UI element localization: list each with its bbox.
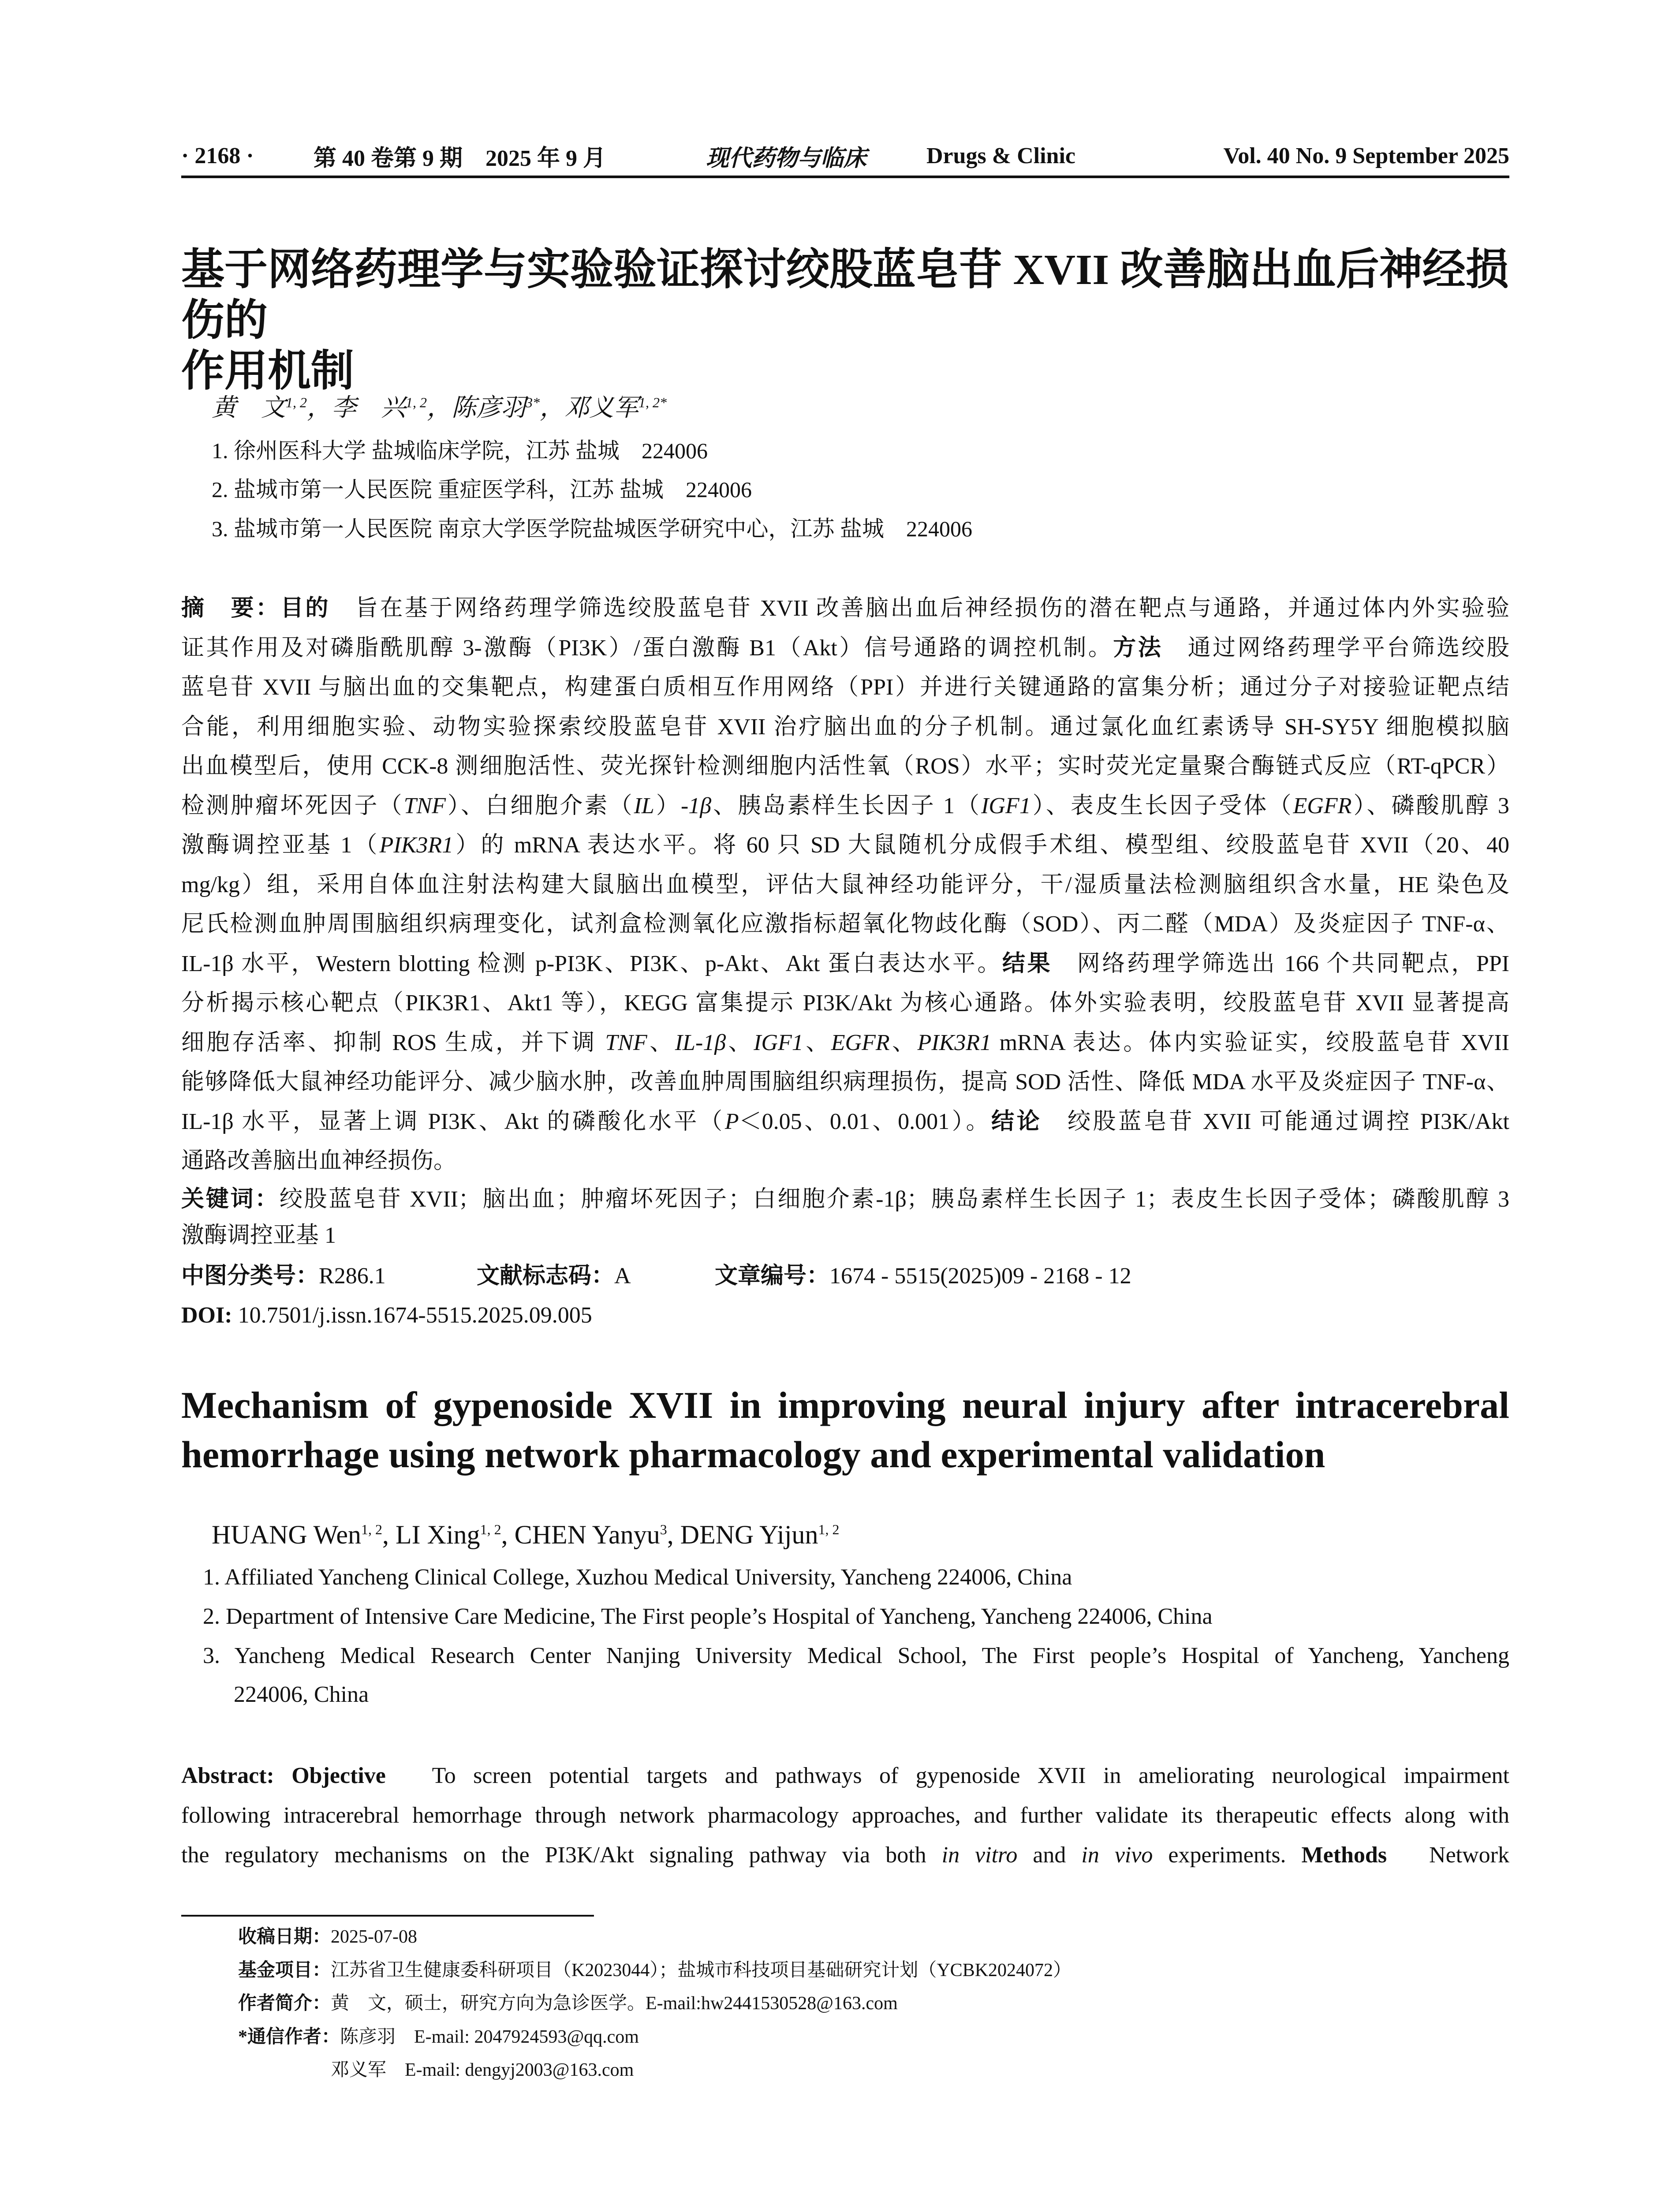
text-segment: 绞股蓝皂苷 XVII 可能通过调控 PI3K/Akt [1042,1109,1509,1134]
title-cn-line: 作用机制 [181,348,355,395]
abstract-cn-line [181,951,1509,977]
text-segment: and [1017,1842,1082,1868]
abstract-cn-line [181,674,1509,701]
author-name: HUANG Wen [212,1520,362,1549]
doi-line [181,1302,592,1329]
author-name: CHEN Yanyu [514,1520,660,1549]
abstract-cn-line [181,793,1509,819]
text-segment: EGFR [1293,793,1352,818]
text-segment: 邓义军 E-mail: dengyj2003@163.com [238,2060,634,2080]
abstract-cn-line [181,832,1509,859]
text-segment: IL-1β [675,1030,726,1055]
text-segment: 旨在基于网络药理学筛选绞股蓝皂苷 XVII 改善脑出血后神经损伤的潜在靶点与通路，并通过体内外实验验 [330,596,1509,621]
title-en-line: hemorrhage using network pharmacology and experimental validation [181,1433,1325,1476]
author-affiliation-sup: 3* [526,394,540,411]
author-name: 邓义军 [564,394,638,422]
abstract-cn-line [181,872,1509,898]
footnote-rule [181,1915,594,1917]
text-segment: ＜0.05、0.01、0.001）。 [739,1109,992,1134]
abstract-cn-line [181,1069,1509,1095]
text-segment: IGF1 [754,1030,803,1055]
text-segment: IL [634,793,654,818]
doc-code-label: 文献标志码： [477,1263,615,1289]
author-name: 李 兴 [332,394,406,422]
text-segment: 能够降低大鼠神经功能评分、减少脑水肿，改善血肿周围脑组织病理损伤，提高 SOD 活性、降低 MDA 水平及炎症因子 TNF-α、 [181,1069,1509,1095]
separator: , [667,1520,680,1549]
keywords-cn-line [181,1186,1509,1213]
text-segment: 蓝皂苷 XVII 与脑出血的交集靶点，构建蛋白质相互作用网络（PPI）并进行关键通路的富集分析；通过分子对接验证靶点结 [181,675,1509,700]
text-segment: in vivo [1081,1842,1153,1868]
abstract-cn-line [181,1109,1509,1135]
keywords-cn-line [181,1222,1509,1249]
bold-label: 方法 [1113,635,1163,661]
title-en [181,1380,1509,1479]
text-segment: 基金项目： [238,1960,331,1981]
author-affiliation-sup: 1, 2 [361,1521,383,1537]
separator: ， [540,394,564,422]
abstract-cn-line [181,990,1509,1017]
text-segment: 收稿日期： [238,1927,331,1947]
title-cn [181,245,1509,397]
authors-en [212,1521,840,1548]
issue-cn: 第 40 卷第 9 期 2025 年 9 月 [314,146,606,171]
page-number: · 2168 · [181,143,254,168]
affiliation-cn-2: 2. 盐城市第一人民医院 重症医学科，江苏 盐城 224006 [212,477,752,502]
journal-en: Drugs & Clinic [926,143,1075,168]
abstract-en-line [181,1842,1509,1869]
text-segment: ）、磷酸肌醇 3 [1351,793,1509,818]
text-segment: 合能，利用细胞实验、动物实验探索绞股蓝皂苷 XVII 治疗脑出血的分子机制。通过氯化血红素诱导 SH-SY5Y 细胞模拟脑 [181,714,1509,740]
abstract-cn-line [181,753,1509,780]
issue-en: Vol. 40 No. 9 September 2025 [1223,143,1509,168]
separator: ， [427,394,452,422]
doi-label: DOI: [181,1303,232,1328]
text-segment: 2025-07-08 [331,1927,417,1947]
affiliation-en-2: 2. Department of Intensive Care Medicine, The First people’s Hospital of Yancheng, Yancheng 224006, China [203,1604,1213,1629]
bold-label: 关键词： [181,1187,280,1212]
separator: , [501,1520,515,1549]
text-segment: 绞股蓝皂苷 XVII；脑出血；肿瘤坏死因子；白细胞介素-1β；胰岛素样生长因子 1；表皮生长因子受体；磷酸肌醇 3 [279,1187,1509,1212]
text-segment: 通过网络药理学平台筛选绞股 [1163,635,1509,661]
text-segment: 激酶调控亚基 1（ [181,833,380,858]
author-name: 黄 文 [212,394,286,422]
text-segment: following intracerebral hemorrhage through network pharmacology approaches, and further validate its therapeutic effects along with [181,1803,1509,1828]
doi-value[interactable]: 10.7501/j.issn.1674-5515.2025.09.005 [232,1303,592,1328]
journal-cn: 现代药物与临床 [706,146,867,171]
text-segment: *通信作者： [238,2026,340,2047]
affiliation-en-3-cont: 224006, China [234,1682,369,1707]
text-segment: 尼氏检测血肿周围脑组织病理变化，试剂盒检测氧化应激指标超氧化物歧化酶（SOD）、丙二醛（MDA）及炎症因子 TNF-α、 [181,912,1509,937]
clc-value: R286.1 [319,1263,386,1289]
text-segment: 、 [803,1030,831,1055]
text-segment: PIK3R1 [379,833,454,858]
text-segment: 黄 文，硕士，研究方向为急诊医学。E-mail:hw2441530528@163.com [331,1993,898,2014]
text-segment: 激酶调控亚基 1 [181,1223,336,1248]
text-segment: ）、白细胞介素（ [445,793,634,818]
separator: ， [307,394,332,422]
text-segment: the regulatory mechanisms on the PI3K/Akt signaling pathway via both [181,1842,942,1868]
text-segment: IL-1β 水平，显著上调 PI3K、Akt 的磷酸化水平（ [181,1109,725,1134]
footnote-line [238,1992,898,2014]
text-segment: mg/kg）组，采用自体血注射法构建大鼠脑出血模型，评估大鼠神经功能评分，干/湿质量法检测脑组织含水量，HE 染色及 [181,872,1509,897]
author-affiliation-sup: 3 [660,1521,667,1537]
text-segment: experiments. [1153,1842,1302,1868]
abstract-en-line [181,1763,1509,1789]
text-segment: TNF [403,793,446,818]
text-segment: in vitro [941,1842,1018,1868]
affiliation-en-3: 3. Yancheng Medical Research Center Nanjing University Medical School, The First people’s Hospital of Yancheng, Yancheng [203,1643,1509,1668]
authors-cn [212,395,667,421]
affiliation-cn-3: 3. 盐城市第一人民医院 南京大学医学院盐城医学研究中心，江苏 盐城 224006 [212,516,972,541]
text-segment: TNF [605,1030,647,1055]
bold-label: Abstract: Objective [181,1763,386,1788]
clc-label: 中图分类号： [181,1263,319,1289]
text-segment: IGF1 [981,793,1031,818]
text-segment: 检测肿瘤坏死因子（ [181,793,404,818]
footnote-line [238,2059,634,2081]
footnote-line [238,2026,639,2048]
text-segment: ）、表皮生长因子受体（ [1030,793,1293,818]
affiliation-cn-1: 1. 徐州医科大学 盐城临床学院，江苏 盐城 224006 [212,438,708,463]
separator: , [382,1520,396,1549]
author-affiliation-sup: 1, 2 [406,394,427,411]
text-segment: PIK3R1 [917,1030,992,1055]
author-name: 陈彦羽 [452,394,526,422]
bold-label: 结果 [1002,951,1053,976]
bold-label: 摘 要：目的 [181,596,330,621]
text-segment: 、 [726,1030,754,1055]
text-segment: 分析揭示核心靶点（PIK3R1、Akt1 等），KEGG 富集提示 PI3K/Akt 为核心通路。体外实验表明，绞股蓝皂苷 XVII 显著提高 [181,990,1509,1016]
text-segment: 细胞存活率、抑制 ROS 生成，并下调 [181,1030,605,1055]
text-segment: 、 [647,1030,675,1055]
abstract-cn-line [181,714,1509,740]
author-affiliation-sup: 1, 2 [480,1521,501,1537]
title-cn-line: 基于网络药理学与实验验证探讨绞股蓝皂苷 XVII 改善脑出血后神经损伤的 [181,246,1509,344]
abstract-cn-line [181,635,1509,662]
text-segment: ） [654,793,681,818]
text-segment: 出血模型后，使用 CCK-8 测细胞活性、荧光探针检测细胞内活性氧（ROS）水平；实时荧光定量聚合酶链式反应（RT-qPCR） [181,754,1509,779]
abstract-cn-line [181,1030,1509,1056]
author-affiliation-sup: 1, 2* [638,394,667,411]
classification-line [181,1263,1131,1289]
footnote-line [238,1959,1071,1981]
article-no-label: 文章编号： [715,1263,830,1289]
text-segment: 作者简介： [238,1993,331,2014]
author-affiliation-sup: 1, 2 [818,1521,840,1537]
text-segment: 陈彦羽 E-mail: 2047924593@qq.com [340,2026,639,2047]
text-segment: Network [1387,1842,1510,1868]
text-segment: EGFR [831,1030,890,1055]
abstract-en-line [181,1802,1509,1829]
article-no-value: 1674 - 5515(2025)09 - 2168 - 12 [829,1263,1131,1289]
text-segment: To screen potential targets and pathways of gypenoside XVII in ameliorating neurological impairment [385,1763,1509,1788]
text-segment: P [724,1109,739,1134]
text-segment: 、胰岛素样生长因子 1（ [711,793,982,818]
abstract-cn-line [181,1148,1509,1174]
text-segment: mRNA 表达。体内实验证实，绞股蓝皂苷 XVII [991,1030,1509,1055]
text-segment: ）的 mRNA 表达水平。将 60 只 SD 大鼠随机分成假手术组、模型组、绞股蓝皂苷 XVII（20、40 [453,833,1509,858]
text-segment: -1β [680,793,712,818]
author-name: DENG Yijun [680,1520,818,1549]
text-segment: 网络药理学筛选出 166 个共同靶点，PPI [1052,951,1509,976]
text-segment: 江苏省卫生健康委科研项目（K2023044）；盐城市科技项目基础研究计划（YCBK2024072） [331,1960,1072,1981]
author-affiliation-sup: 1, 2 [286,394,307,411]
header-rule [181,176,1509,178]
text-segment: 通路改善脑出血神经损伤。 [181,1148,457,1174]
running-header [181,140,1509,171]
text-segment: 证其作用及对磷脂酰肌醇 3-激酶（PI3K）/蛋白激酶 B1（Akt）信号通路的调控机制。 [181,635,1113,661]
abstract-cn-line [181,911,1509,938]
bold-label: Methods [1301,1842,1387,1868]
author-name: LI Xing [396,1520,480,1549]
abstract-cn-line [181,595,1509,622]
title-en-line: Mechanism of gypenoside XVII in improving neural injury after intracerebral [181,1384,1509,1426]
footnote-line [238,1926,417,1948]
text-segment: 、 [889,1030,918,1055]
text-segment: IL-1β 水平，Western blotting 检测 p-PI3K、PI3K、p-Akt、Akt 蛋白表达水平。 [181,951,1003,976]
affiliation-en-1: 1. Affiliated Yancheng Clinical College, Xuzhou Medical University, Yancheng 224006, China [203,1565,1072,1590]
doc-code-value: A [614,1263,631,1289]
bold-label: 结论 [991,1109,1042,1134]
